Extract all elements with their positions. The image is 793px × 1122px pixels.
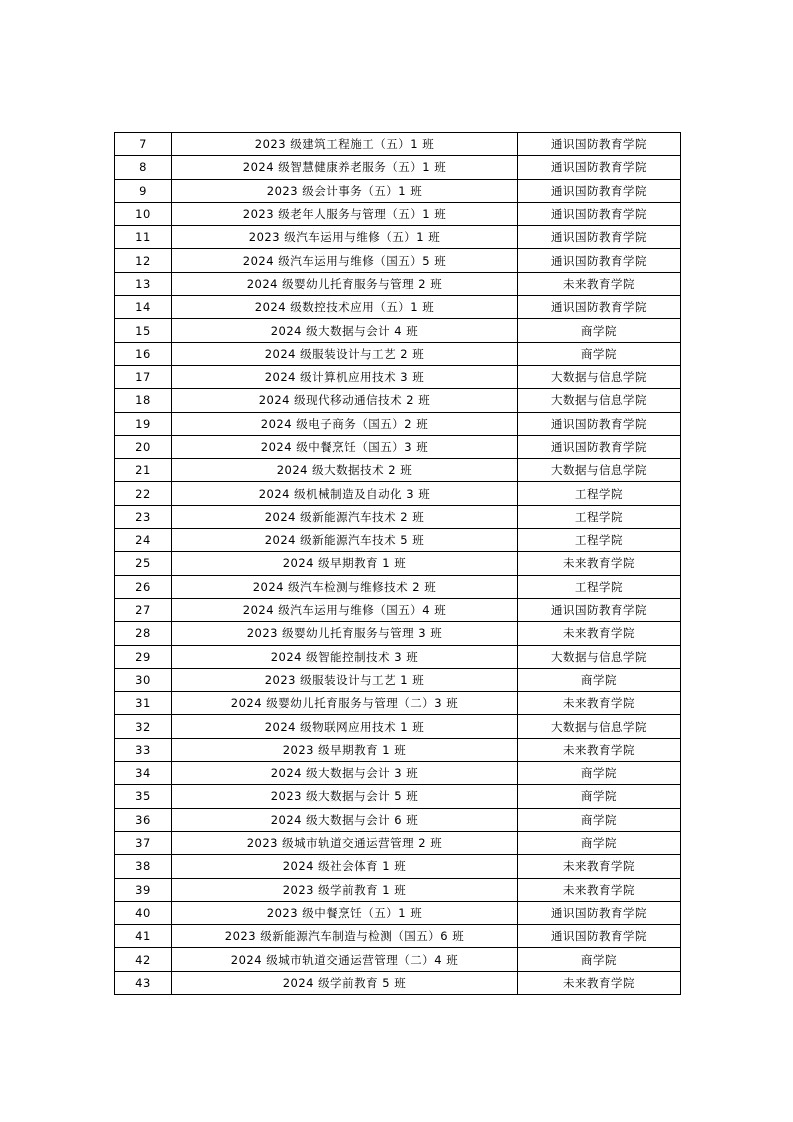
college-cell: 未来教育学院 (518, 855, 681, 878)
college-cell: 商学院 (518, 762, 681, 785)
college-cell: 通识国防教育学院 (518, 226, 681, 249)
row-number-cell: 37 (115, 831, 172, 854)
class-name-cell: 2024 级中餐烹饪（国五）3 班 (172, 435, 518, 458)
college-cell: 通识国防教育学院 (518, 598, 681, 621)
table-row (115, 179, 681, 202)
table-row (115, 435, 681, 458)
class-name-cell: 2024 级智慧健康养老服务（五）1 班 (172, 156, 518, 179)
class-name-cell: 2023 级老年人服务与管理（五）1 班 (172, 202, 518, 225)
college-cell: 商学院 (518, 808, 681, 831)
table-row (115, 459, 681, 482)
row-number-cell: 11 (115, 226, 172, 249)
college-cell: 通识国防教育学院 (518, 133, 681, 156)
college-cell: 工程学院 (518, 482, 681, 505)
class-name-cell: 2024 级物联网应用技术 1 班 (172, 715, 518, 738)
table-row (115, 901, 681, 924)
row-number-cell: 38 (115, 855, 172, 878)
row-number-cell: 35 (115, 785, 172, 808)
table-row (115, 831, 681, 854)
table-row (115, 133, 681, 156)
college-cell: 通识国防教育学院 (518, 296, 681, 319)
class-name-cell: 2024 级服装设计与工艺 2 班 (172, 342, 518, 365)
class-name-cell: 2024 级智能控制技术 3 班 (172, 645, 518, 668)
class-name-cell: 2024 级学前教育 5 班 (172, 971, 518, 994)
class-name-cell: 2023 级大数据与会计 5 班 (172, 785, 518, 808)
college-cell: 大数据与信息学院 (518, 645, 681, 668)
class-name-cell: 2023 级建筑工程施工（五）1 班 (172, 133, 518, 156)
class-name-cell: 2023 级婴幼儿托育服务与管理 3 班 (172, 622, 518, 645)
table-row (115, 668, 681, 691)
table-row (115, 738, 681, 761)
row-number-cell: 19 (115, 412, 172, 435)
table-row (115, 925, 681, 948)
college-cell: 未来教育学院 (518, 622, 681, 645)
row-number-cell: 7 (115, 133, 172, 156)
row-number-cell: 17 (115, 365, 172, 388)
table-row (115, 412, 681, 435)
class-name-cell: 2024 级大数据与会计 3 班 (172, 762, 518, 785)
row-number-cell: 36 (115, 808, 172, 831)
college-cell: 通识国防教育学院 (518, 435, 681, 458)
college-cell: 通识国防教育学院 (518, 249, 681, 272)
class-name-cell: 2024 级城市轨道交通运营管理（二）4 班 (172, 948, 518, 971)
row-number-cell: 41 (115, 925, 172, 948)
table-row (115, 202, 681, 225)
row-number-cell: 25 (115, 552, 172, 575)
row-number-cell: 24 (115, 529, 172, 552)
class-name-cell: 2024 级早期教育 1 班 (172, 552, 518, 575)
class-name-cell: 2024 级机械制造及自动化 3 班 (172, 482, 518, 505)
table-row (115, 365, 681, 388)
row-number-cell: 30 (115, 668, 172, 691)
college-cell: 通识国防教育学院 (518, 156, 681, 179)
class-name-cell: 2024 级大数据与会计 6 班 (172, 808, 518, 831)
class-name-cell: 2024 级婴幼儿托育服务与管理 2 班 (172, 272, 518, 295)
row-number-cell: 10 (115, 202, 172, 225)
row-number-cell: 27 (115, 598, 172, 621)
table-row (115, 948, 681, 971)
row-number-cell: 8 (115, 156, 172, 179)
college-cell: 工程学院 (518, 529, 681, 552)
row-number-cell: 43 (115, 971, 172, 994)
row-number-cell: 39 (115, 878, 172, 901)
row-number-cell: 22 (115, 482, 172, 505)
table-row (115, 598, 681, 621)
table-row (115, 249, 681, 272)
college-cell: 商学院 (518, 319, 681, 342)
college-cell: 未来教育学院 (518, 738, 681, 761)
class-name-cell: 2024 级大数据与会计 4 班 (172, 319, 518, 342)
college-cell: 大数据与信息学院 (518, 389, 681, 412)
table-row (115, 296, 681, 319)
college-cell: 商学院 (518, 342, 681, 365)
class-name-cell: 2023 级新能源汽车制造与检测（国五）6 班 (172, 925, 518, 948)
table-row (115, 482, 681, 505)
class-name-cell: 2024 级计算机应用技术 3 班 (172, 365, 518, 388)
class-name-cell: 2024 级大数据技术 2 班 (172, 459, 518, 482)
class-name-cell: 2023 级服装设计与工艺 1 班 (172, 668, 518, 691)
class-name-cell: 2024 级汽车运用与维修（国五）4 班 (172, 598, 518, 621)
class-name-cell: 2024 级现代移动通信技术 2 班 (172, 389, 518, 412)
row-number-cell: 12 (115, 249, 172, 272)
table-row (115, 971, 681, 994)
college-cell: 未来教育学院 (518, 272, 681, 295)
college-cell: 未来教育学院 (518, 878, 681, 901)
college-cell: 大数据与信息学院 (518, 365, 681, 388)
class-name-cell: 2024 级汽车运用与维修（国五）5 班 (172, 249, 518, 272)
row-number-cell: 16 (115, 342, 172, 365)
class-name-cell: 2024 级数控技术应用（五）1 班 (172, 296, 518, 319)
row-number-cell: 18 (115, 389, 172, 412)
class-name-cell: 2023 级汽车运用与维修（五）1 班 (172, 226, 518, 249)
row-number-cell: 32 (115, 715, 172, 738)
class-table-body (115, 133, 681, 995)
college-cell: 通识国防教育学院 (518, 925, 681, 948)
college-cell: 商学院 (518, 668, 681, 691)
college-cell: 商学院 (518, 785, 681, 808)
table-row (115, 692, 681, 715)
class-name-cell: 2024 级电子商务（国五）2 班 (172, 412, 518, 435)
table-row (115, 389, 681, 412)
class-name-cell: 2024 级婴幼儿托育服务与管理（二）3 班 (172, 692, 518, 715)
college-cell: 未来教育学院 (518, 971, 681, 994)
class-name-cell: 2023 级学前教育 1 班 (172, 878, 518, 901)
row-number-cell: 13 (115, 272, 172, 295)
college-cell: 商学院 (518, 948, 681, 971)
class-name-cell: 2023 级中餐烹饪（五）1 班 (172, 901, 518, 924)
college-cell: 商学院 (518, 831, 681, 854)
table-row (115, 715, 681, 738)
class-table (114, 132, 681, 995)
row-number-cell: 23 (115, 505, 172, 528)
row-number-cell: 31 (115, 692, 172, 715)
table-row (115, 156, 681, 179)
row-number-cell: 20 (115, 435, 172, 458)
class-name-cell: 2023 级早期教育 1 班 (172, 738, 518, 761)
college-cell: 工程学院 (518, 575, 681, 598)
row-number-cell: 15 (115, 319, 172, 342)
row-number-cell: 28 (115, 622, 172, 645)
table-row (115, 505, 681, 528)
table-row (115, 319, 681, 342)
table-row (115, 762, 681, 785)
class-name-cell: 2023 级会计事务（五）1 班 (172, 179, 518, 202)
college-cell: 通识国防教育学院 (518, 202, 681, 225)
college-cell: 通识国防教育学院 (518, 412, 681, 435)
table-row (115, 529, 681, 552)
row-number-cell: 29 (115, 645, 172, 668)
row-number-cell: 34 (115, 762, 172, 785)
class-name-cell: 2023 级城市轨道交通运营管理 2 班 (172, 831, 518, 854)
table-row (115, 808, 681, 831)
table-row (115, 226, 681, 249)
college-cell: 工程学院 (518, 505, 681, 528)
table-row (115, 272, 681, 295)
class-name-cell: 2024 级新能源汽车技术 5 班 (172, 529, 518, 552)
table-row (115, 878, 681, 901)
class-name-cell: 2024 级社会体育 1 班 (172, 855, 518, 878)
college-cell: 通识国防教育学院 (518, 901, 681, 924)
row-number-cell: 14 (115, 296, 172, 319)
college-cell: 大数据与信息学院 (518, 459, 681, 482)
row-number-cell: 21 (115, 459, 172, 482)
row-number-cell: 42 (115, 948, 172, 971)
row-number-cell: 40 (115, 901, 172, 924)
row-number-cell: 33 (115, 738, 172, 761)
class-name-cell: 2024 级汽车检测与维修技术 2 班 (172, 575, 518, 598)
college-cell: 大数据与信息学院 (518, 715, 681, 738)
table-row (115, 785, 681, 808)
row-number-cell: 9 (115, 179, 172, 202)
table-row (115, 575, 681, 598)
table-row (115, 552, 681, 575)
college-cell: 未来教育学院 (518, 692, 681, 715)
college-cell: 未来教育学院 (518, 552, 681, 575)
table-row (115, 855, 681, 878)
college-cell: 通识国防教育学院 (518, 179, 681, 202)
table-row (115, 622, 681, 645)
row-number-cell: 26 (115, 575, 172, 598)
table-row (115, 645, 681, 668)
table-row (115, 342, 681, 365)
class-name-cell: 2024 级新能源汽车技术 2 班 (172, 505, 518, 528)
